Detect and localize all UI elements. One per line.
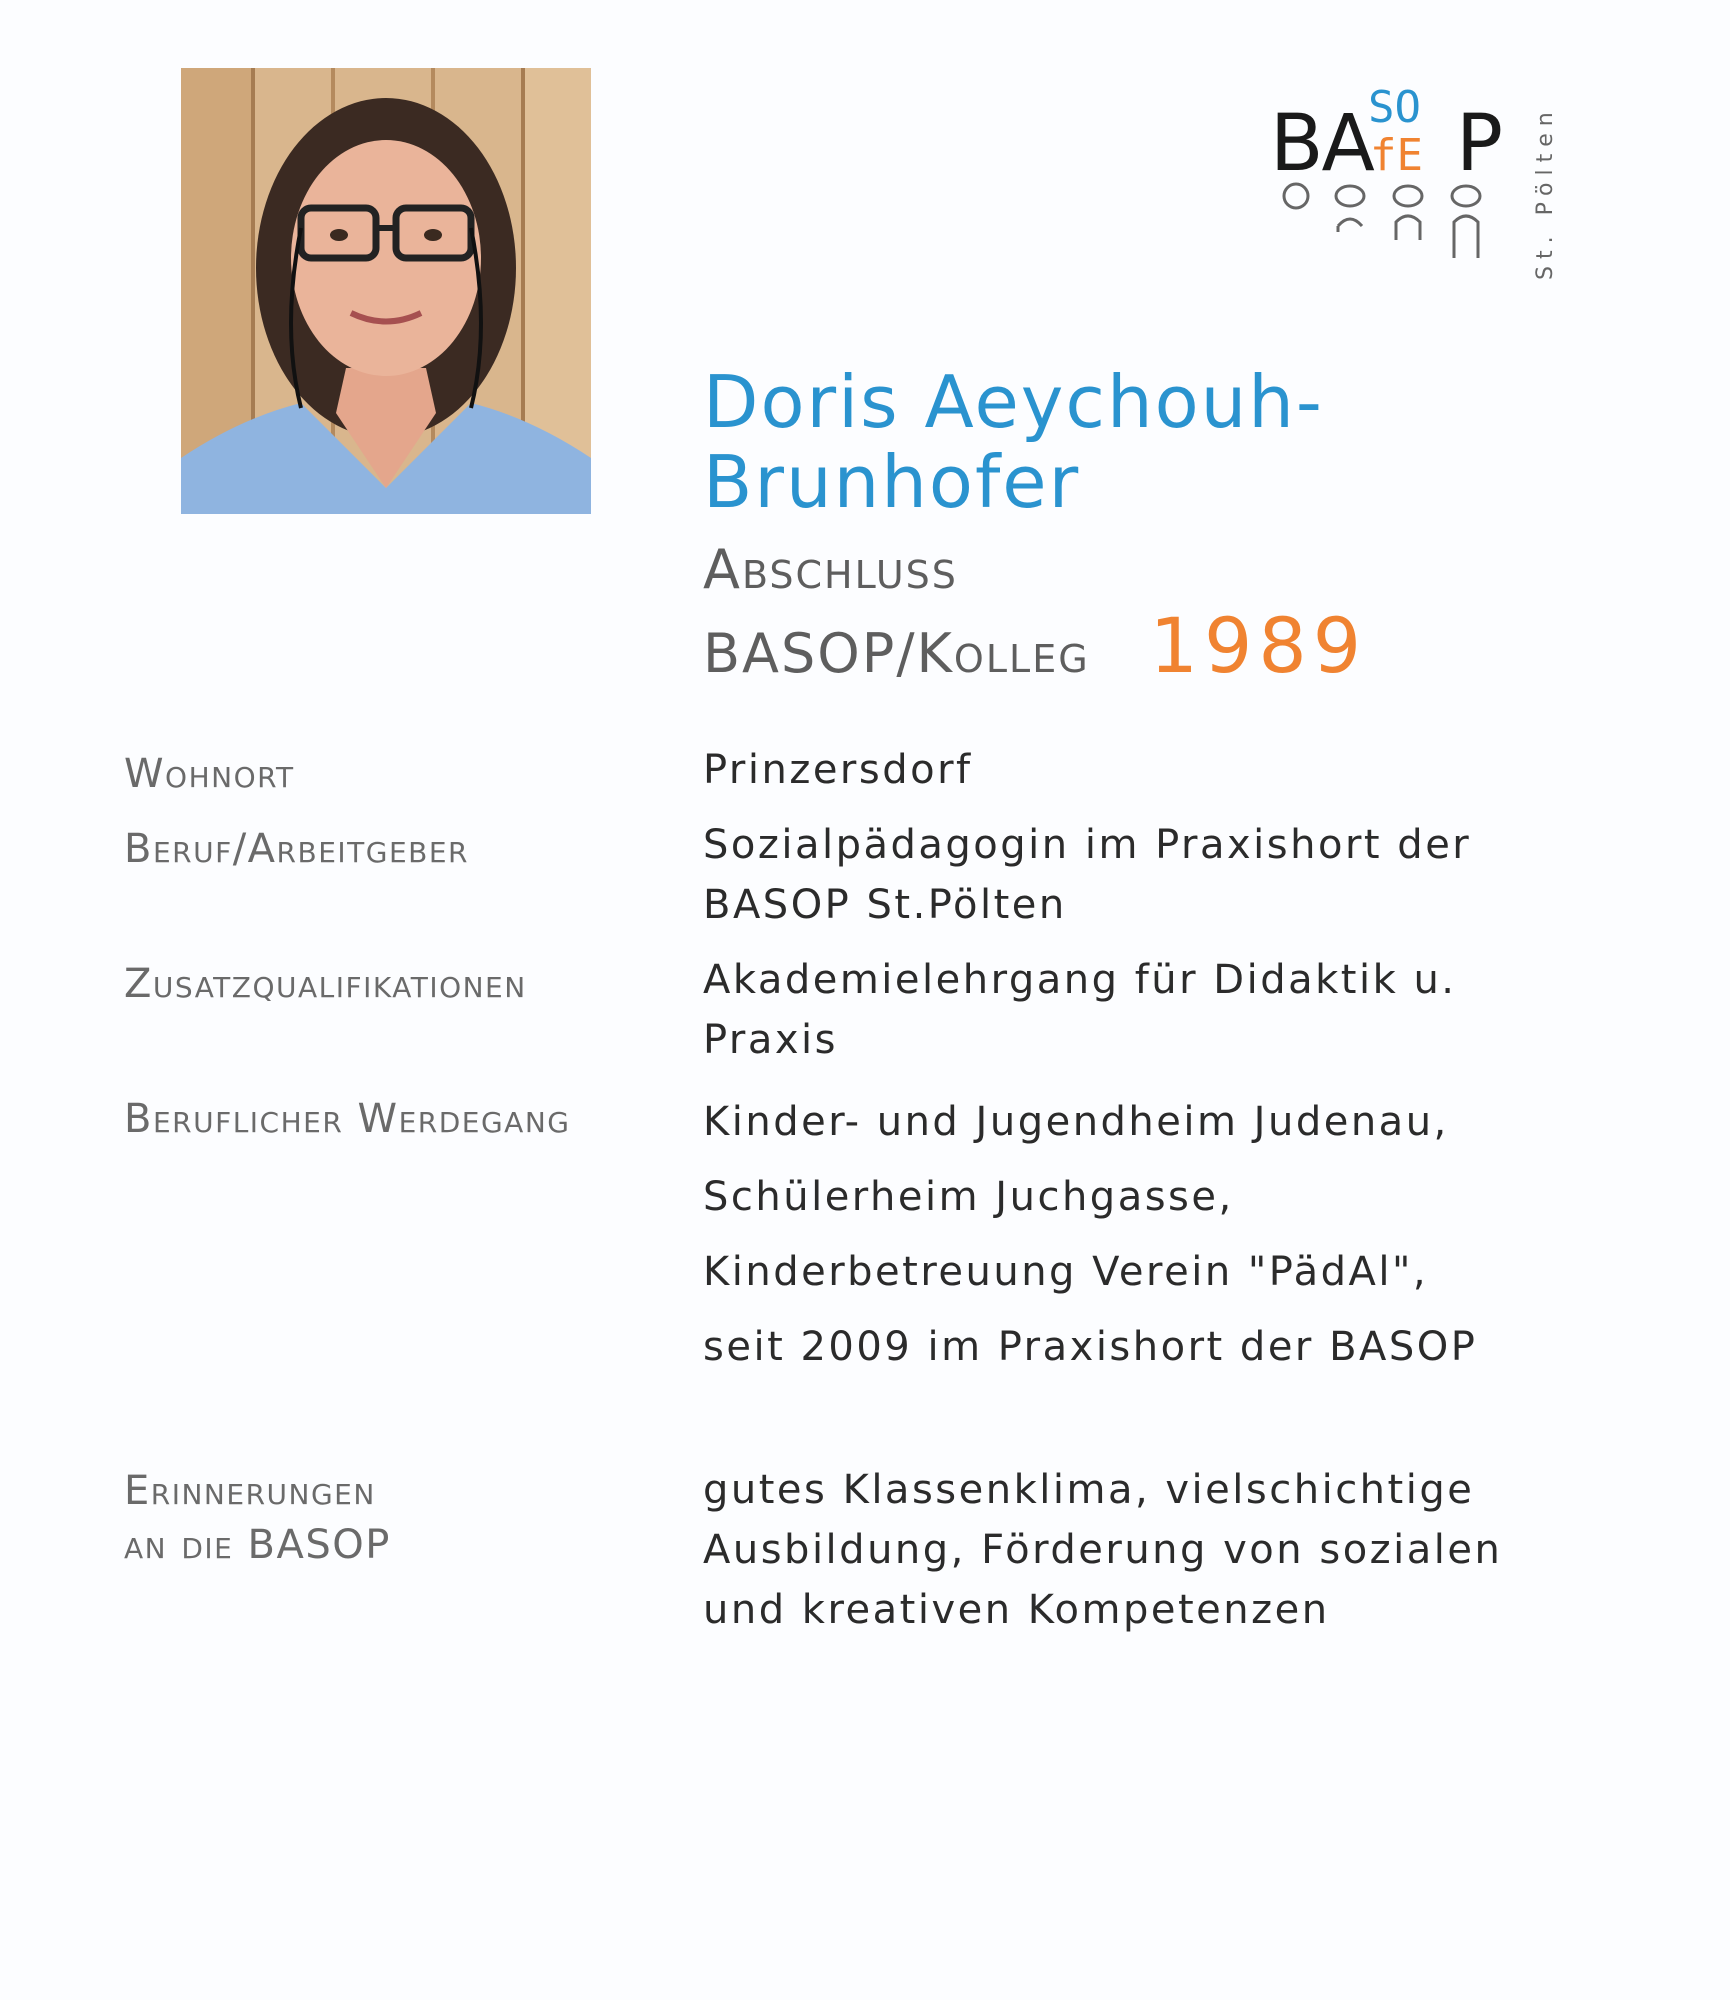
label-zusatz: Zusatzqualifikationen [124, 961, 527, 1007]
werdegang-line: Schülerheim Juchgasse, [703, 1174, 1234, 1220]
row-wohnort [124, 740, 1684, 815]
label-erinnerungen-line1: Erinnerungen [124, 1468, 376, 1514]
row-erinnerungen [124, 1460, 1684, 1640]
value-zusatz-line1: Akademielehrgang für Didaktik u. [703, 957, 1457, 1003]
value-zusatz-line2: Praxis [703, 1017, 838, 1063]
row-beruf [124, 815, 1684, 950]
erinnerungen-line: gutes Klassenklima, vielschichtige [703, 1467, 1475, 1513]
svg-text:fE: fE [1370, 130, 1423, 181]
info-table [124, 740, 1684, 1640]
logo-vertical-text: St. Pölten [1533, 105, 1558, 280]
abschluss-heading [703, 532, 1663, 692]
abschluss-line1: Abschluss [703, 538, 958, 601]
value-erinnerungen [703, 1460, 1684, 1640]
werdegang-line: Kinderbetreuung Verein "PädAl", [703, 1249, 1429, 1295]
value-beruf [703, 815, 1684, 935]
erinnerungen-line: Ausbildung, Förderung von sozialen [703, 1527, 1503, 1573]
row-werdegang [124, 1085, 1684, 1460]
row-zusatz [124, 950, 1684, 1085]
person-name-line2: Brunhofer [703, 440, 1081, 524]
basop-logo [1270, 70, 1570, 290]
value-beruf-line1: Sozialpädagogin im Praxishort der [703, 822, 1472, 868]
label-werdegang: Beruflicher Werdegang [124, 1096, 571, 1142]
label-beruf: Beruf/Arbeitgeber [124, 826, 469, 872]
graduation-year: 1989 [1149, 601, 1368, 690]
header-block [703, 362, 1663, 692]
svg-text:BA: BA [1270, 99, 1373, 189]
value-werdegang [703, 1085, 1684, 1385]
werdegang-line: seit 2009 im Praxishort der BASOP [703, 1324, 1478, 1370]
portrait-photo [181, 68, 591, 514]
label-wohnort: Wohnort [124, 751, 295, 797]
abschluss-line2: BASOP/Kolleg [703, 622, 1090, 685]
abschluss-line2-row [703, 601, 1663, 692]
value-beruf-line2: BASOP St.Pölten [703, 882, 1067, 928]
svg-text:P: P [1456, 99, 1504, 189]
label-erinnerungen [124, 1460, 703, 1572]
werdegang-line: Kinder- und Jugendheim Judenau, [703, 1099, 1449, 1145]
label-erinnerungen-line2: an die BASOP [124, 1522, 391, 1568]
person-name-line1: Doris Aeychouh- [703, 360, 1324, 444]
svg-text:SO: SO [1368, 82, 1421, 133]
erinnerungen-line: und kreativen Kompetenzen [703, 1587, 1330, 1633]
value-wohnort: Prinzersdorf [703, 747, 973, 793]
value-zusatz [703, 950, 1684, 1070]
